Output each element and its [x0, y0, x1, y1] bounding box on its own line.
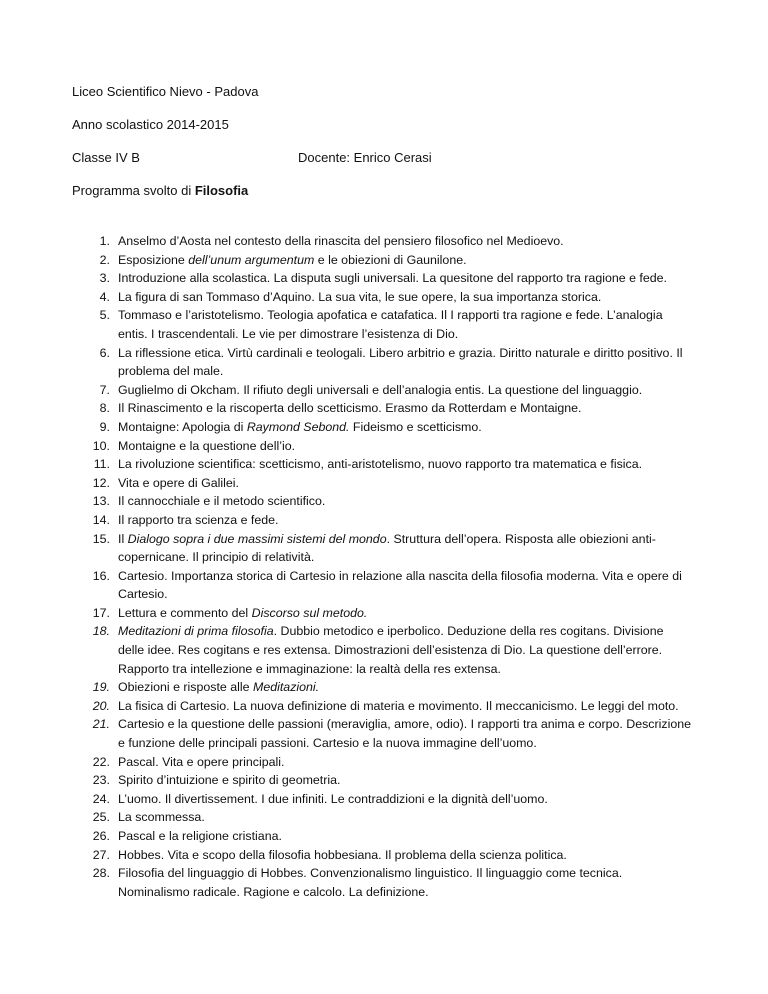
list-item-text: [118, 808, 692, 827]
text-run: Spirito d’intuizione e spirito di geometria.: [118, 773, 341, 788]
list-item-text: [118, 530, 692, 567]
text-run: L’uomo. Il divertissement. I due infiniti. Le contraddizioni e la dignità dell’uomo.: [118, 791, 548, 806]
list-item-text: [118, 604, 692, 623]
list-item-number: 22.: [92, 754, 110, 769]
text-run: Tommaso e l’aristotelismo. Teologia apofatica e catafatica. Il I rapporti tra ragione e fede. L’analogia entis. I trascendentali. Le vie per dimostrare l’esistenza di Dio.: [118, 308, 663, 341]
text-run: Cartesio e la questione delle passioni (meraviglia, amore, odio). I rapporti tra anima e corpo. Descrizione e funzione delle principali passioni. Cartesio e la nuova immagine dell’uomo.: [118, 717, 692, 751]
text-run: Anselmo d’Aosta nel contesto della rinascita del pensiero filosofico nel Medioevo.: [118, 234, 564, 248]
list-item-text: [118, 269, 692, 288]
list-item-number: 6.: [99, 345, 110, 360]
text-run: Il Rinascimento e la riscoperta dello scetticismo. Erasmo da Rotterdam e Montaigne.: [118, 401, 582, 416]
text-run: Vita e opere di Galilei.: [118, 475, 239, 490]
list-item-text: [118, 622, 692, 678]
list-item-text: [118, 306, 692, 343]
list-item-number: 5.: [99, 308, 110, 323]
text-run: Introduzione alla scolastica. La disputa sugli universali. La quesitone del rapporto tra ragione e fede.: [118, 271, 667, 286]
text-run: Pascal. Vita e opere principali.: [118, 754, 285, 769]
list-item-number: 12.: [92, 475, 110, 490]
list-item-text: [118, 790, 692, 809]
text-run: Fideismo e scetticismo.: [349, 419, 482, 434]
list-item-number: 24.: [92, 791, 110, 806]
teacher-label: Docente: Enrico Cerasi: [298, 150, 432, 165]
list-item: [72, 251, 692, 270]
list-item: [72, 808, 692, 827]
list-item: [72, 344, 692, 381]
list-item-text: [118, 771, 692, 790]
list-item-text: [118, 492, 692, 511]
list-item-text: [118, 511, 692, 530]
list-item-text: [118, 567, 692, 604]
list-item-text: [118, 232, 692, 251]
list-item-text: [118, 864, 692, 901]
list-item: [72, 567, 692, 604]
text-run: Montaigne: Apologia di: [118, 419, 247, 434]
list-item: [72, 827, 692, 846]
list-item-text: [118, 697, 692, 716]
list-item: [72, 306, 692, 343]
text-run: La fisica di Cartesio. La nuova definizione di materia e movimento. Il meccanicismo. Le leggi del moto.: [118, 698, 679, 713]
list-item-text: [118, 251, 692, 270]
list-item-number: 7.: [99, 382, 110, 397]
list-item: [72, 622, 692, 678]
list-item-number: 18.: [92, 624, 110, 639]
list-item-number: 25.: [92, 810, 110, 825]
list-item-text: [118, 474, 692, 493]
list-item-text: [118, 715, 692, 752]
list-item-number: 4.: [99, 289, 110, 304]
list-item: [72, 753, 692, 772]
text-run: Hobbes. Vita e scopo della filosofia hobbesiana. Il problema della scienza politica.: [118, 847, 567, 862]
list-item-number: 11.: [93, 457, 110, 472]
list-item-number: 8.: [99, 401, 110, 416]
list-item-text: [118, 455, 692, 474]
text-run: Lettura e commento del: [118, 605, 252, 620]
school-name: Liceo Scientifico Nievo - Padova: [72, 84, 259, 99]
italic-title: Meditazioni.: [253, 680, 320, 695]
list-item-number: 28.: [92, 866, 110, 881]
list-item-number: 26.: [92, 829, 110, 843]
class-label: Classe IV B: [72, 150, 140, 165]
text-run: . Dubbio metodico e iperbolico. Deduzione della res cogitans. Divisione delle idee. Res cogitans e res extensa. Dimostrazioni dell’esistenza di Dio. La questione dell’errore. Rapporto tra intellezione e immaginazione: la realtà della res extensa.: [118, 624, 664, 676]
italic-title: Raymond Sebond.: [246, 419, 350, 434]
text-run: Filosofia del linguaggio di Hobbes. Convenzionalismo linguistico. Il linguaggio come tecnica. Nominalismo radicale. Ragione e calcolo. La definizione.: [118, 866, 623, 899]
list-item-text: [118, 846, 692, 865]
list-item: [72, 864, 692, 901]
list-item-text: [118, 344, 692, 381]
text-run: Obiezioni e risposte alle: [118, 680, 253, 695]
list-item-number: 17.: [92, 605, 110, 620]
list-item-number: 13.: [92, 494, 110, 509]
list-item: [72, 846, 692, 865]
list-item-number: 2.: [99, 252, 110, 267]
text-run: Guglielmo di Okcham. Il rifiuto degli universali e dell’analogia entis. La questione del linguaggio.: [118, 382, 643, 397]
list-item: [72, 697, 692, 716]
text-run: . Struttura dell’opera. Risposta alle obiezioni anti-copernicane. Il principio di relatività.: [118, 531, 656, 565]
list-item: [72, 678, 692, 697]
list-item: [72, 790, 692, 809]
list-item: [72, 530, 692, 567]
italic-title: Discorso sul metodo.: [251, 605, 368, 620]
program-subject: Filosofia: [194, 183, 249, 198]
text-run: Esposizione: [118, 252, 189, 267]
list-item-number: 20.: [92, 698, 110, 713]
program-list: [72, 232, 692, 901]
list-item-text: [118, 753, 692, 772]
list-item: [72, 455, 692, 474]
text-run: Il: [118, 531, 128, 546]
italic-title: Meditazioni di prima filosofia: [118, 624, 274, 639]
text-run: Cartesio. Importanza storica di Cartesio in relazione alla nascita della filosofia moderna. Vita e opere di Cartesio.: [118, 568, 682, 602]
list-item-number: 1.: [99, 234, 110, 248]
text-run: Il rapporto tra scienza e fede.: [118, 512, 279, 527]
list-item-text: [118, 381, 692, 400]
list-item-text: [118, 678, 692, 697]
text-run: Pascal e la religione cristiana.: [118, 829, 282, 843]
text-run: e le obiezioni di Gaunilone.: [314, 252, 467, 267]
list-item-number: 10.: [92, 438, 110, 453]
italic-title: dell’unum argumentum: [188, 252, 315, 267]
text-run: Montaigne e la questione dell’io.: [118, 438, 296, 453]
program-title: [72, 183, 248, 199]
text-run: La scommessa.: [118, 810, 205, 825]
list-item: [72, 288, 692, 307]
text-run: Il cannocchiale e il metodo scientifico.: [118, 494, 326, 509]
list-item-number: 3.: [99, 271, 110, 286]
text-run: La riflessione etica. Virtù cardinali e teologali. Libero arbitrio e grazia. Diritto naturale e diritto positivo. Il problema del male.: [118, 345, 683, 379]
list-item-number: 27.: [92, 847, 110, 862]
list-item: [72, 604, 692, 623]
list-item: [72, 418, 692, 437]
list-item-number: 19.: [92, 680, 110, 695]
list-item: [72, 771, 692, 790]
list-item: [72, 381, 692, 400]
list-item: [72, 232, 692, 251]
italic-title: Dialogo sopra i due massimi sistemi del mondo: [127, 531, 387, 546]
list-item: [72, 269, 692, 288]
list-item-number: 23.: [92, 773, 110, 788]
program-prefix: Programma svolto di: [72, 183, 195, 198]
list-item: [72, 715, 692, 752]
list-item-number: 15.: [92, 531, 110, 546]
list-item-text: [118, 399, 692, 418]
list-item: [72, 474, 692, 493]
list-item-number: 16.: [92, 568, 110, 583]
list-item: [72, 511, 692, 530]
list-item-text: [118, 418, 692, 437]
list-item-text: [118, 437, 692, 456]
text-run: La rivoluzione scientifica: scetticismo, anti-aristotelismo, nuovo rapporto tra matematica e fisica.: [118, 457, 643, 472]
list-item-text: [118, 288, 692, 307]
list-item-number: 9.: [99, 419, 110, 434]
list-item-number: 14.: [92, 512, 110, 527]
list-item-text: [118, 827, 692, 846]
text-run: La figura di san Tommaso d’Aquino. La sua vita, le sue opere, la sua importanza storica.: [118, 289, 602, 304]
list-item: [72, 492, 692, 511]
list-item: [72, 399, 692, 418]
school-year: Anno scolastico 2014-2015: [72, 117, 229, 132]
list-item-number: 21.: [92, 717, 110, 732]
list-item: [72, 437, 692, 456]
